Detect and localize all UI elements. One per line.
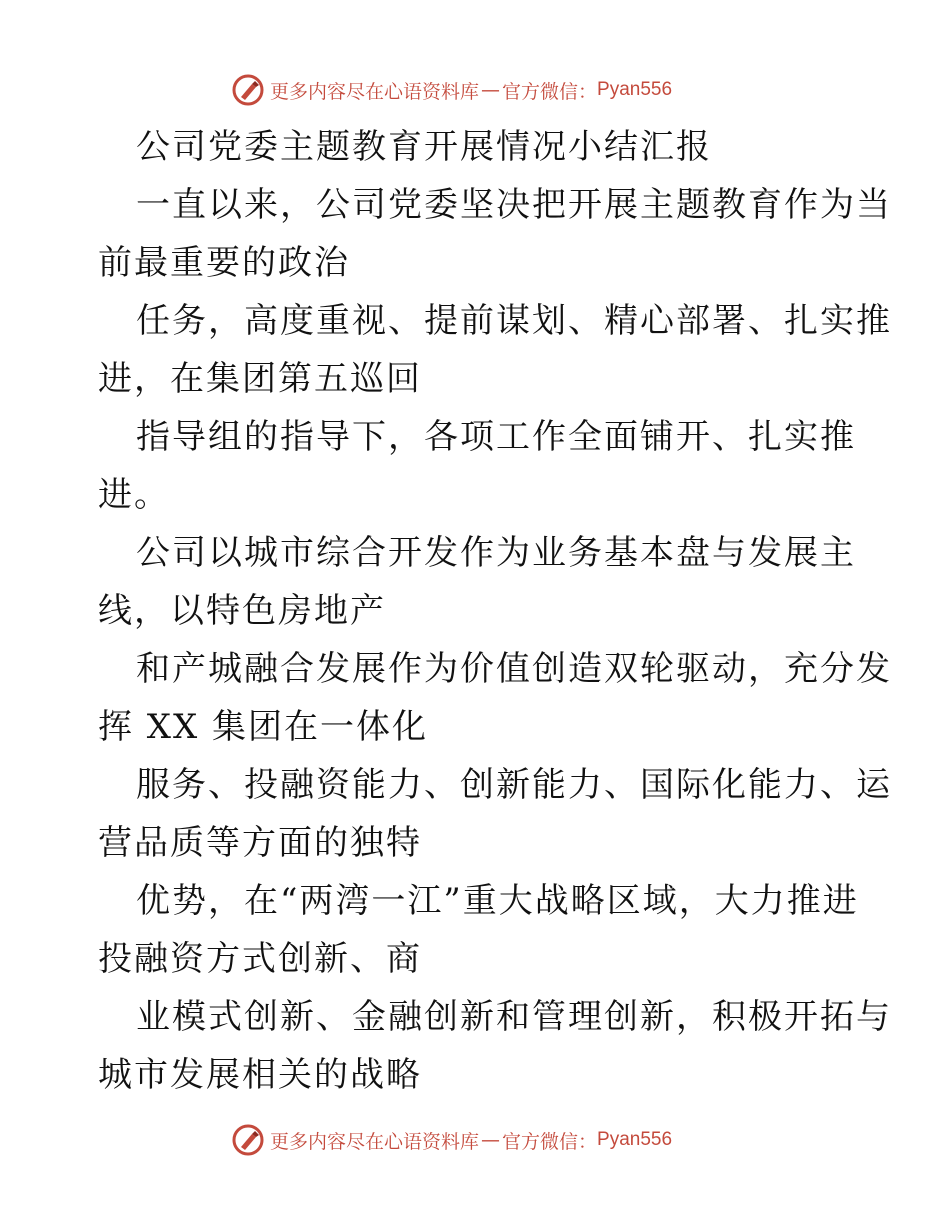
paragraph-line: 和产城融合发展作为价值创造双轮驱动，充分发 [136,649,892,689]
watermark-text: 更多内容尽在心语资料库 [270,1130,480,1153]
header-watermark [232,73,732,107]
paragraph-line: 服务、投融资能力、创新能力、国际化能力、运 [136,765,892,805]
paragraph-line: 营品质等方面的独特 [98,823,422,863]
paragraph-line: 优势，在“两湾一江”重大战略区域，大力推进 [136,881,859,921]
watermark-dash: — [481,79,501,101]
document-body [98,118,892,1104]
watermark-contact-label: 官方微信： [502,80,598,103]
watermark-dash: — [481,1129,501,1151]
paragraph-line: 城市发展相关的战略 [98,1055,422,1095]
paragraph-line: 指导组的指导下，各项工作全面铺开、扎实推 [136,417,856,457]
watermark-contact-id: Pyan556 [597,79,673,100]
paragraph-line: 公司以城市综合开发作为业务基本盘与发展主 [136,533,856,573]
watermark-contact-label: 官方微信： [502,1130,598,1153]
paragraph-line: 业模式创新、金融创新和管理创新，积极开拓与 [136,997,892,1037]
paragraph-line: 进。 [98,475,170,515]
paragraph-line: 线，以特色房地产 [98,591,386,631]
paragraph-line: 投融资方式创新、商 [98,939,422,979]
document-title: 公司党委主题教育开展情况小结汇报 [136,127,712,167]
paragraph-line: 进，在集团第五巡回 [98,359,422,399]
paragraph-line: 一直以来，公司党委坚决把开展主题教育作为当 [136,185,892,225]
paragraph-line: 挥 XX 集团在一体化 [98,707,429,747]
watermark-contact-id: Pyan556 [597,1129,673,1150]
pen-logo-icon [232,74,264,106]
paragraph-line: 任务，高度重视、提前谋划、精心部署、扎实推 [136,301,892,341]
footer-watermark [232,1123,732,1157]
pen-logo-icon [232,1124,264,1156]
paragraph-line: 前最重要的政治 [98,243,350,283]
watermark-text: 更多内容尽在心语资料库 [270,80,480,103]
